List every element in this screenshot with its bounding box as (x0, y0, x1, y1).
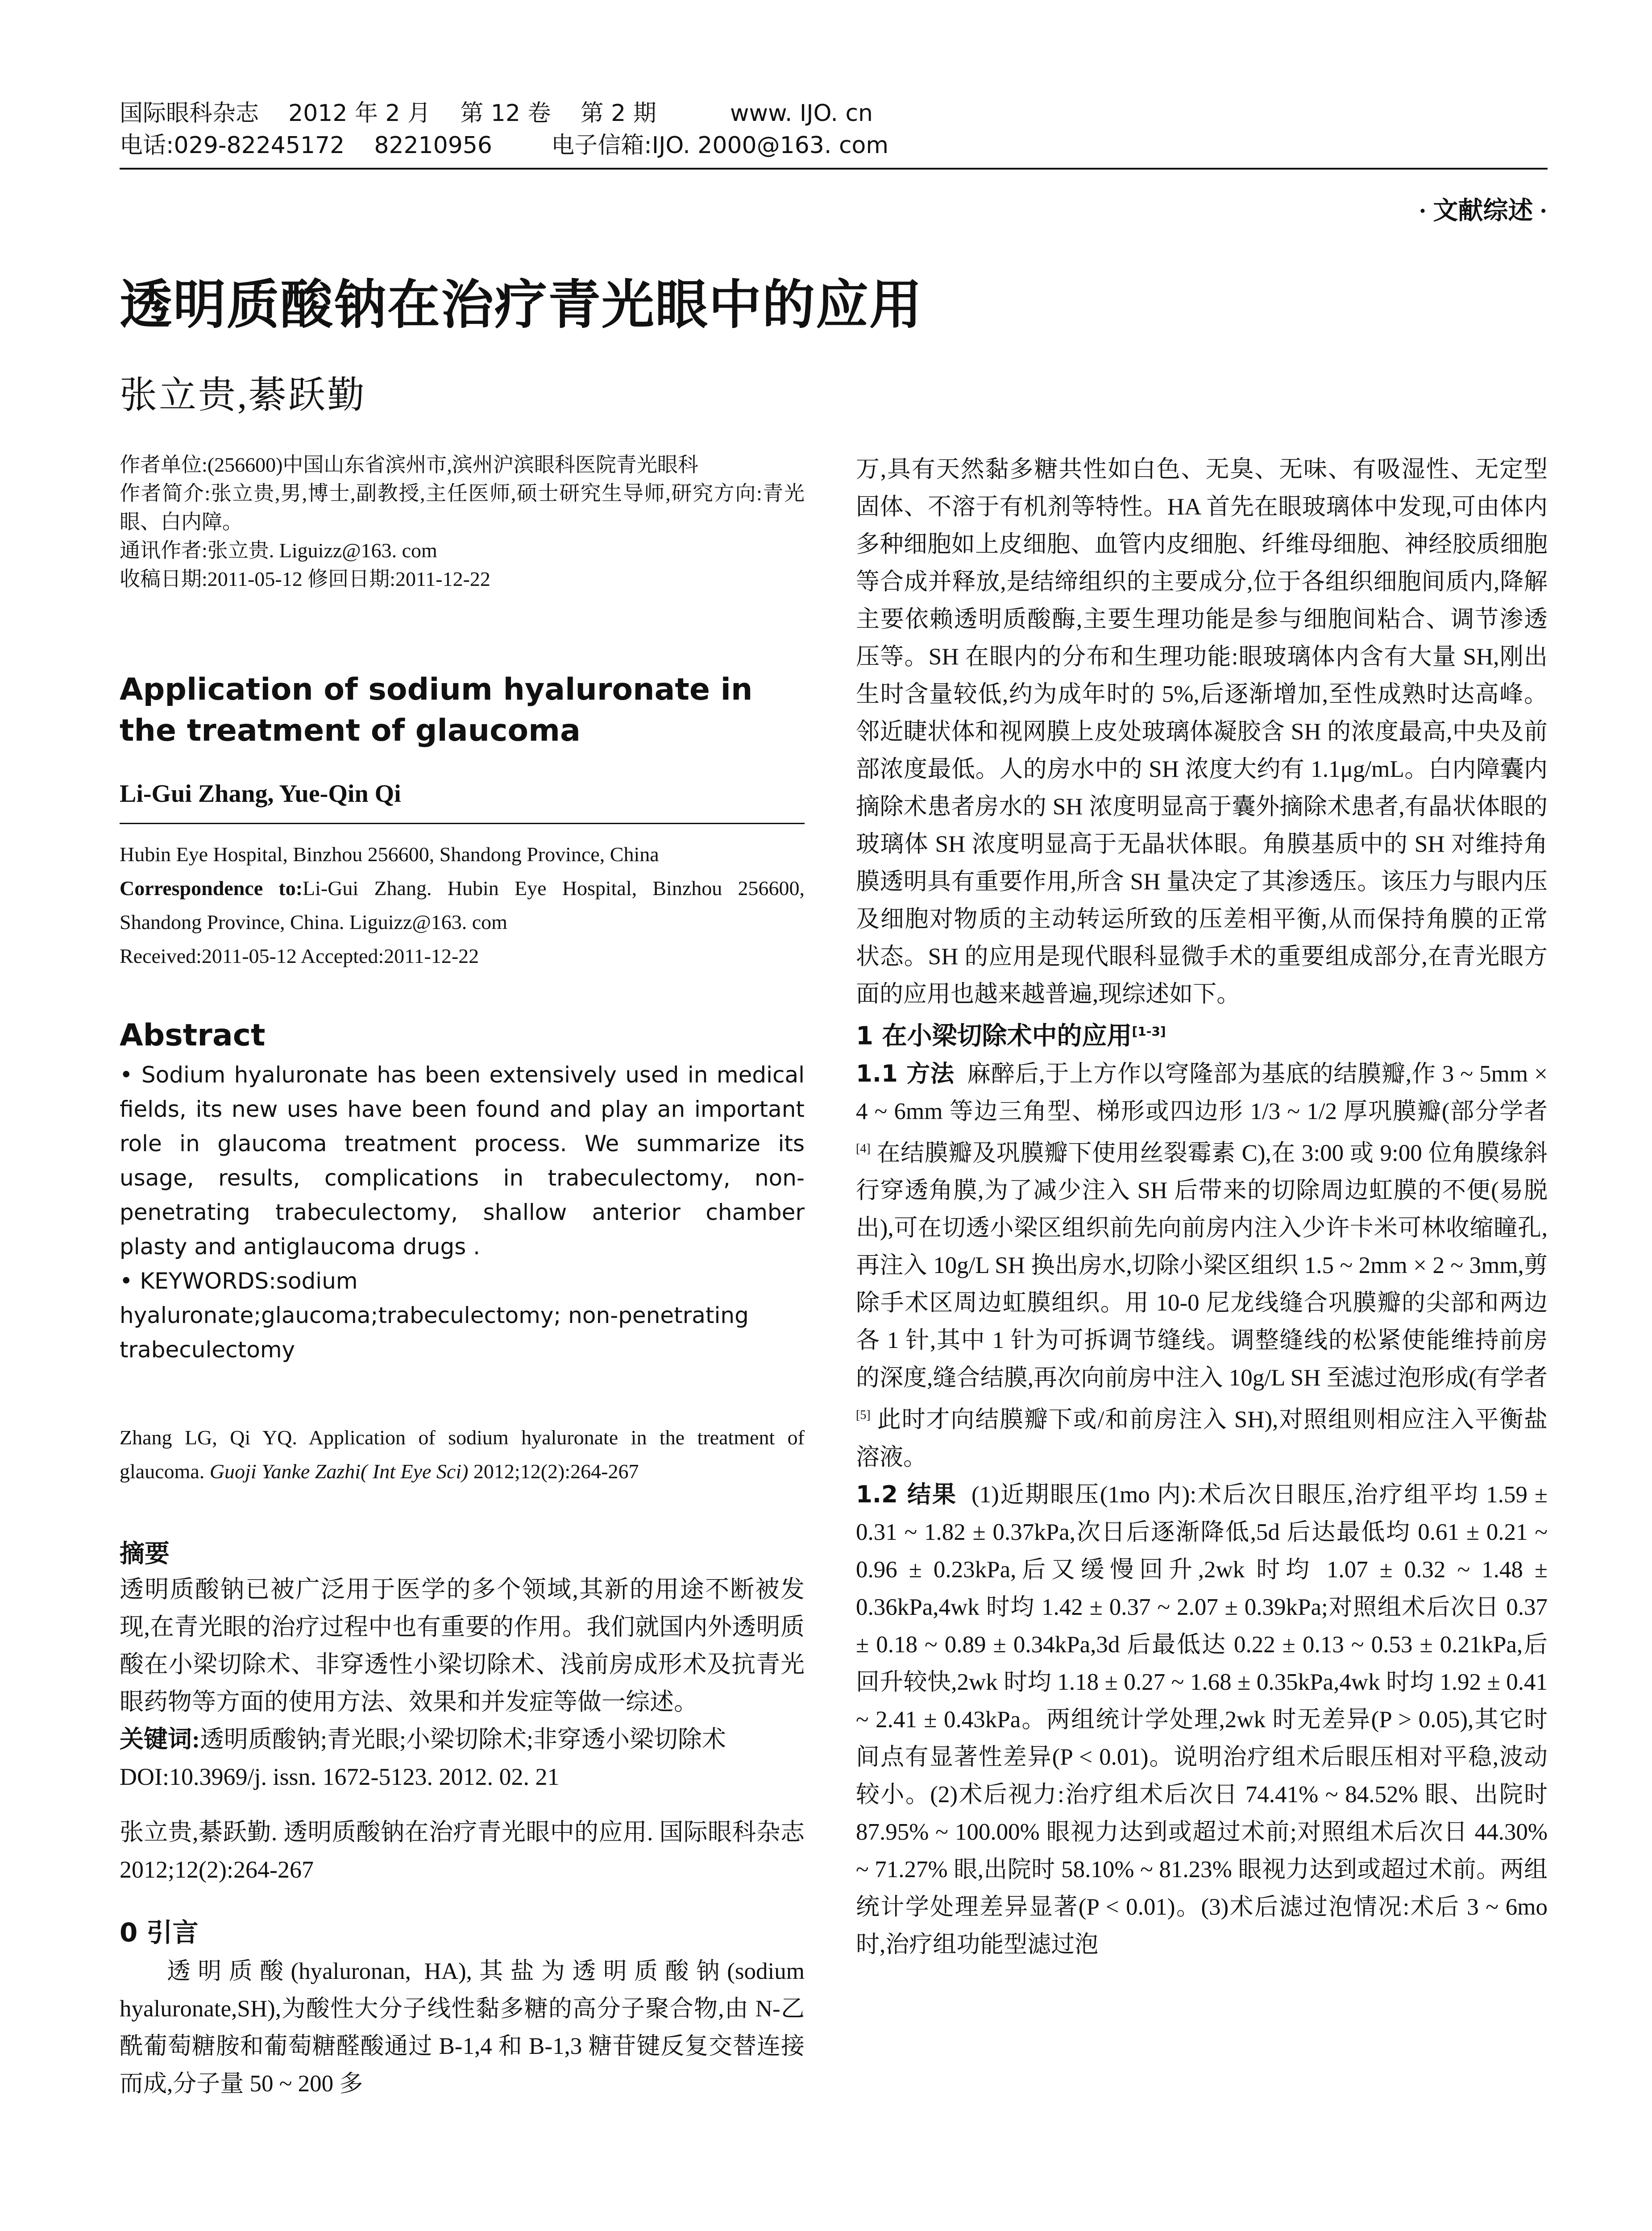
chinese-abstract-body: 透明质酸钠已被广泛用于医学的多个领域,其新的用途不断被发现,在青光眼的治疗过程中也有重要的作用。我们就国内外透明质酸在小梁切除术、非穿透性小梁切除术、浅前房成形术及抗青光眼药物等方面的使用方法、效果和并发症等做一综述。 (120, 1576, 805, 1715)
article-title: 透明质酸钠在治疗青光眼中的应用 (120, 274, 923, 336)
received-dates: 收稿日期:2011-05-12 修回日期:2011-12-22 (120, 568, 490, 590)
correspondence-label: Correspondence to: (120, 877, 303, 900)
results-paragraph (856, 1476, 1548, 1963)
author-unit: 作者单位:(256600)中国山东省滨州市,滨州沪滨眼科医院青光眼科 (120, 453, 698, 476)
affiliation-rule (120, 823, 805, 824)
chinese-keywords-label: 关键词: (120, 1726, 200, 1753)
results-text: (1)近期眼压(1mo 内):术后次日眼压,治疗组平均 1.59 ± 0.31 ~ 1.82 ± 0.37kPa,次日后逐渐降低,5d 后达最低均 0.61 ± 0.21 ~ 0.96 ± 0.23kPa,后又缓慢回升,2wk 时均 1.07 ± 0.32 ~ 1.48 ± 0.36kPa,4wk 时均 1.42 ± 0.37 ~ 2.07 ± 0.39kPa;对照组术后次日 0.37 ± 0.18 ~ 0.89 ± 0.34kPa,3d 后最低达 0.22 ± 0.13 ~ 0.53 ± 0.21kPa,后回升较快,2wk 时均 1.18 ± 0.27 ~ 1.68 ± 0.35kPa,4wk 时均 1.92 ± 0.41 ~ 2.41 ± 0.43kPa。两组统计学处理,2wk 时无差异(P > 0.05),其它时间点有显著性差异(P < 0.01)。说明治疗组术后眼压相对平稳,波动较小。(2)术后视力:治疗组术后次日 74.41% ~ 84.52% 眼、出院时 87.95% ~ 100.00% 眼视力达到或超过术前;对照组术后次日 44.30% ~ 71.27% 眼,出院时 58.10% ~ 81.23% 眼视力达到或超过术前。两组统计学处理差异显著(P < 0.01)。(3)术后滤过泡情况:术后 3 ~ 6mo 时,治疗组功能型滤过泡 (856, 1481, 1548, 1957)
correspondence-text: Li-Gui Zhang. Hubin Eye Hospital, Binzhou 256600, Shandong Province, China. Liguizz@163. com (120, 877, 805, 933)
section1-heading-ref: [1-3] (1132, 1024, 1166, 1039)
journal-header (120, 97, 1548, 162)
citation-part-b: 2012;12(2):264-267 (468, 1460, 639, 1483)
author-bio: 作者简介:张立贵,男,博士,副教授,主任医师,硕士研究生导师,研究方向:青光眼、白内障。 (120, 482, 805, 533)
chinese-keywords-text: 透明质酸钠;青光眼;小梁切除术;非穿透小梁切除术 (199, 1726, 726, 1753)
author-info (120, 451, 805, 593)
corresponding-author: 通讯作者:张立贵. Liguizz@163. com (120, 539, 437, 562)
results-label: 1.2 结果 (856, 1480, 957, 1508)
english-dates: Received:2011-05-12 Accepted:2011-12-22 (120, 945, 479, 967)
journal-header-line1: 国际眼科杂志 2012 年 2 月 第 12 卷 第 2 期 www. IJO. cn (120, 100, 873, 127)
english-citation (120, 1421, 805, 1489)
intro-paragraph: 透明质酸(hyaluronan, HA),其盐为透明质酸钠(sodium hyaluronate,SH),为酸性大分子线性黏多糖的高分子聚合物,由 N-乙酰葡萄糖胺和葡萄糖醛酸通过 B-1,4 和 B-1,3 糖苷键反复交替连接而成,分子量 50 ~ 200 多 (120, 1958, 805, 2097)
methods-ref-2: [5] (856, 1408, 871, 1422)
methods-text-2: 在结膜瓣及巩膜瓣下使用丝裂霉素 C),在 3:00 或 9:00 位角膜缘斜行穿透角膜,为了减少注入 SH 后带来的切除周边虹膜的不便(易脱出),可在切透小梁区组织前先向前房内注入少许卡米可林收缩瞳孔,再注入 10g/L SH 换出房水,切除小梁区组织 1.5 ~ 2mm × 2 ~ 3mm,剪除手术区周边虹膜组织。用 10-0 尼龙线缝合巩膜瓣的尖部和两边各 1 针,其中 1 针为可拆调节缝线。调整缝线的松紧使能维持前房的深度,缝合结膜,再次向前房中注入 10g/L SH 至滤过泡形成(有学者 (856, 1140, 1548, 1391)
section-tag: · 文献综述 · (1418, 197, 1548, 225)
section1-heading (856, 1013, 1548, 1055)
citation-part-a: Zhang LG, Qi YQ. Application of sodium hyaluronate in the treatment of glaucoma. (120, 1426, 805, 1483)
right-column (856, 451, 1548, 1963)
english-title: Application of sodium hyaluronate in the treatment of glaucoma (120, 672, 753, 748)
methods-text-3: 此时才向结膜瓣下或/和前房注入 SH),对照组则相应注入平衡盐溶液。 (856, 1406, 1548, 1470)
english-authors: Li-Gui Zhang, Yue-Qin Qi (120, 780, 401, 808)
english-affiliation (120, 838, 805, 973)
english-affiliation-text: Hubin Eye Hospital, Binzhou 256600, Shandong Province, China (120, 843, 659, 866)
left-column (120, 451, 805, 2102)
doi: DOI:10.3969/j. issn. 1672-5123. 2012. 02. 21 (120, 1763, 560, 1790)
methods-paragraph (856, 1055, 1548, 1476)
intro-paragraph-continued: 万,具有天然黏多糖共性如白色、无臭、无味、有吸湿性、无定型固体、不溶于有机剂等特性。HA 首先在眼玻璃体中发现,可由体内多种细胞如上皮细胞、血管内皮细胞、纤维母细胞、神经胶质细胞等合成并释放,是结缔组织的主要成分,位于各组织细胞间质内,降解主要依赖透明质酸酶,主要生理功能是参与细胞间粘合、调节渗透压等。SH 在眼内的分布和生理功能:眼玻璃体内含有大量 SH,刚出生时含量较低,约为成年时的 5%,后逐渐增加,至性成熟时达高峰。邻近睫状体和视网膜上皮处玻璃体凝胶含 SH 的浓度最高,中央及前部浓度最低。人的房水中的 SH 浓度大约有 1.1μg/mL。白内障囊内摘除术患者房水的 SH 浓度明显高于囊外摘除术患者,有晶状体眼的玻璃体 SH 浓度明显高于无晶状体眼。角膜基质中的 SH 对维持角膜透明具有重要作用,所含 SH 量决定了其渗透压。该压力与眼内压及细胞对物质的主动转运所致的压差相平衡,从而保持角膜的正常状态。SH 的应用是现代眼科显微手术的重要组成部分,在青光眼方面的应用也越来越普遍,现综述如下。 (856, 456, 1548, 1007)
methods-ref-1: [4] (856, 1141, 871, 1156)
article-authors: 张立贵,綦跃勤 (120, 375, 367, 416)
abstract-heading: Abstract (120, 1018, 266, 1053)
section1-heading-text: 1 在小梁切除术中的应用 (856, 1021, 1132, 1051)
abstract-keywords: • KEYWORDS:sodium hyaluronate;glaucoma;trabeculectomy; non-penetrating trabeculectomy (120, 1268, 749, 1363)
chinese-citation: 张立贵,綦跃勤. 透明质酸钠在治疗青光眼中的应用. 国际眼科杂志 2012;12(2):264-267 (120, 1819, 805, 1883)
methods-label: 1.1 方法 (856, 1060, 955, 1087)
journal-header-line2: 电话:029-82245172 82210956 电子信箱:IJO. 2000@163. com (120, 132, 889, 159)
methods-text-1: 麻醉后,于上方作以穹隆部为基底的结膜瓣,作 3 ~ 5mm × 4 ~ 6mm 等边三角型、梯形或四边形 1/3 ~ 1/2 厚巩膜瓣(部分学者 (856, 1061, 1548, 1124)
chinese-abstract-heading: 摘要 (120, 1539, 170, 1568)
header-rule (120, 168, 1548, 170)
intro-heading: 0 引言 (120, 1917, 199, 1948)
citation-journal: Guoji Yanke Zazhi( Int Eye Sci) (209, 1460, 469, 1483)
english-correspondence (120, 871, 805, 939)
chinese-keywords (120, 1721, 805, 1758)
abstract-body: • Sodium hyaluronate has been extensively used in medical fields, its new uses have been found and play an important role in glaucoma treatment process. We summarize its usage, results, complications in trabeculectomy, non-penetrating trabeculectomy, shallow anterior chamber plasty and antiglaucoma drugs . (120, 1062, 805, 1260)
